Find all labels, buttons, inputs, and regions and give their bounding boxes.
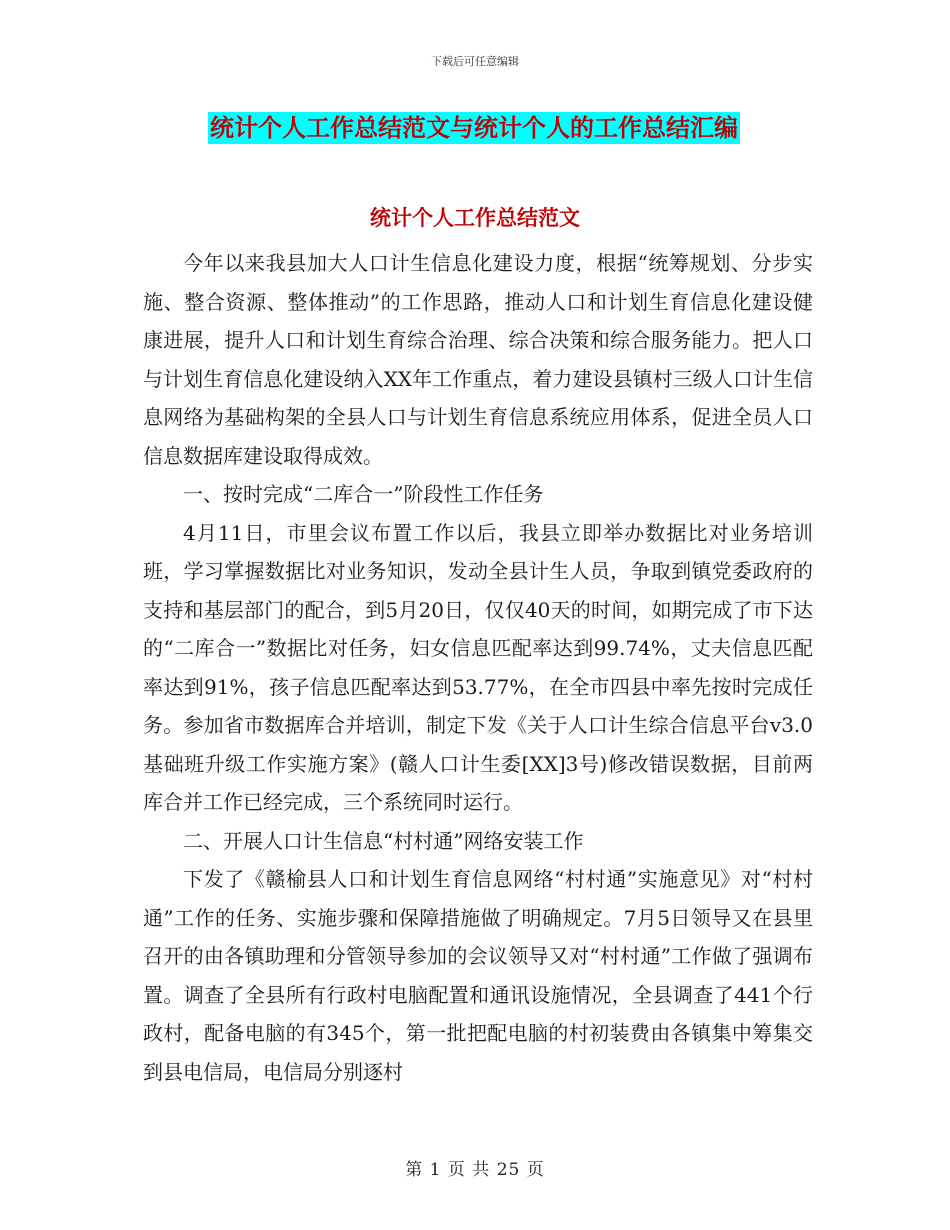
page-footer: 第 1 页 共 25 页 [405, 1160, 545, 1180]
paragraph-intro: 今年以来我县加大人口计生信息化建设力度，根据“统筹规划、分步实施、整合资源、整体推动”的工作思路，推动人口和计划生育信息化建设健康进展，提升人口和计划生育综合治理、综合决策和综合服务能力。把人口与计划生育信息化建设纳入XX年工作重点，着力建设县镇村三级人口计生信息网络为基础构架的全县人口与计划生育信息系统应用体系，促进全员人口信息数据库建设取得成效。 [143, 251, 813, 468]
heading-two: 二、开展人口计生信息“村村通”网络安装工作 [183, 828, 584, 853]
body-text [143, 244, 813, 1091]
section-title: 统计个人工作总结范文 [370, 206, 580, 230]
paragraph-two: 下发了《赣榆县人口和计划生育信息网络“村村通”实施意见》对“村村通”工作的任务、实施步骤和保障措施做了明确规定。7月5日领导又在县里召开的由各镇助理和分管领导参加的会议领导又对“村村通”工作做了强调布置。调查了全县所有行政村电脑配置和通讯设施情况，全县调查了441个行政村，配备电脑的有345个，第一批把配电脑的村初装费由各镇集中筹集交到县电信局，电信局分别逐村 [143, 867, 813, 1084]
heading-one: 一、按时完成“二库合一”阶段性工作任务 [183, 482, 544, 506]
main-title: 统计个人工作总结范文与统计个人的工作总结汇编 [210, 114, 738, 142]
paragraph-one: 4月11日，市里会议布置工作以后，我县立即举办数据比对业务培训班，学习掌握数据比对业务知识，发动全县计生人员，争取到镇党委政府的支持和基层部门的配合，到5月20日，仅仅40天的时间，如期完成了市下达的“二库合一”数据比对任务，妇女信息匹配率达到99.74%，丈夫信息匹配率达到91%，孩子信息匹配率达到53.77%，在全市四县中率先按时完成任务。参加省市数据库合并培训，制定下发《关于人口计生综合信息平台v3.0基础班升级工作实施方案》(赣人口计生委[XX]3号)修改错误数据，目前两库合并工作已经完成，三个系统同时运行。 [143, 520, 813, 814]
header-note: 下载后可任意编辑 [431, 55, 519, 68]
